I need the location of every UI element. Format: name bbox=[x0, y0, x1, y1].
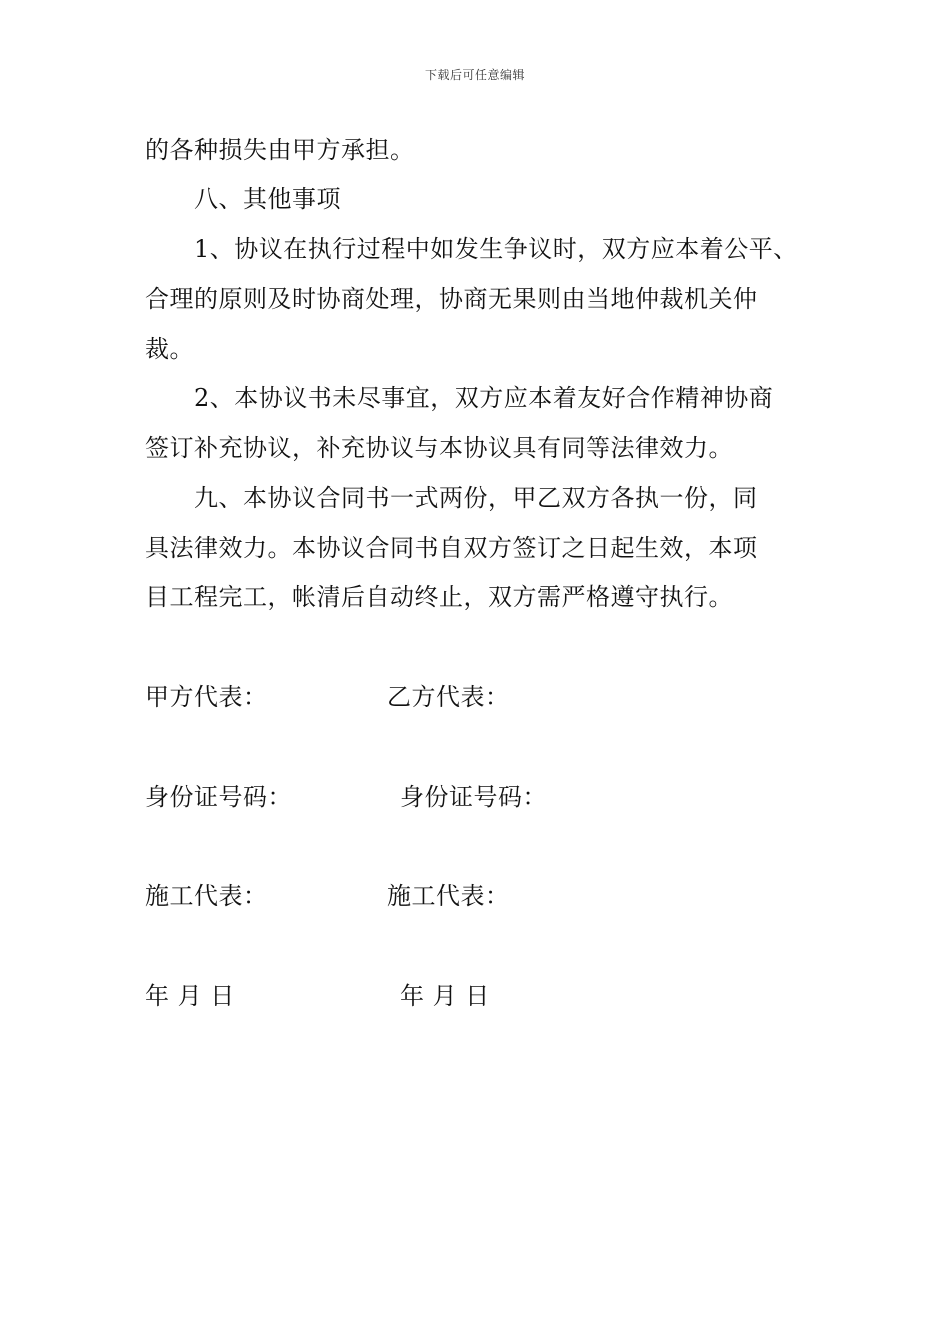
body-line-5: 裁。 bbox=[145, 335, 194, 363]
id-number-right-label: 身份证号码： bbox=[400, 783, 547, 811]
date-left-label: 年 月 日 bbox=[145, 982, 235, 1010]
body-line-8: 九、本协议合同书一式两份，甲乙双方各执一份，同 bbox=[194, 484, 758, 512]
party-b-rep-label: 乙方代表： bbox=[387, 683, 510, 711]
body-line-10: 目工程完工，帐清后自动终止，双方需严格遵守执行。 bbox=[145, 583, 733, 611]
body-line-1: 的各种损失由甲方承担。 bbox=[145, 136, 415, 164]
body-line-9: 具法律效力。本协议合同书自双方签订之日起生效，本项 bbox=[145, 534, 758, 562]
party-a-rep-label: 甲方代表： bbox=[145, 683, 268, 711]
body-line-4: 合理的原则及时协商处理，协商无果则由当地仲裁机关仲 bbox=[145, 285, 758, 313]
body-line-6: 2、本协议书未尽事宜，双方应本着友好合作精神协商 bbox=[194, 384, 774, 412]
construction-rep-left-label: 施工代表： bbox=[145, 882, 268, 910]
section-heading-other-matters: 八、其他事项 bbox=[194, 185, 341, 213]
id-number-left-label: 身份证号码： bbox=[145, 783, 292, 811]
body-line-3: 1、协议在执行过程中如发生争议时，双方应本着公平、 bbox=[194, 235, 798, 263]
construction-rep-right-label: 施工代表： bbox=[387, 882, 510, 910]
date-right-label: 年 月 日 bbox=[400, 982, 490, 1010]
page-header: 下载后可任意编辑 bbox=[424, 68, 525, 82]
body-line-7: 签订补充协议，补充协议与本协议具有同等法律效力。 bbox=[145, 434, 733, 462]
